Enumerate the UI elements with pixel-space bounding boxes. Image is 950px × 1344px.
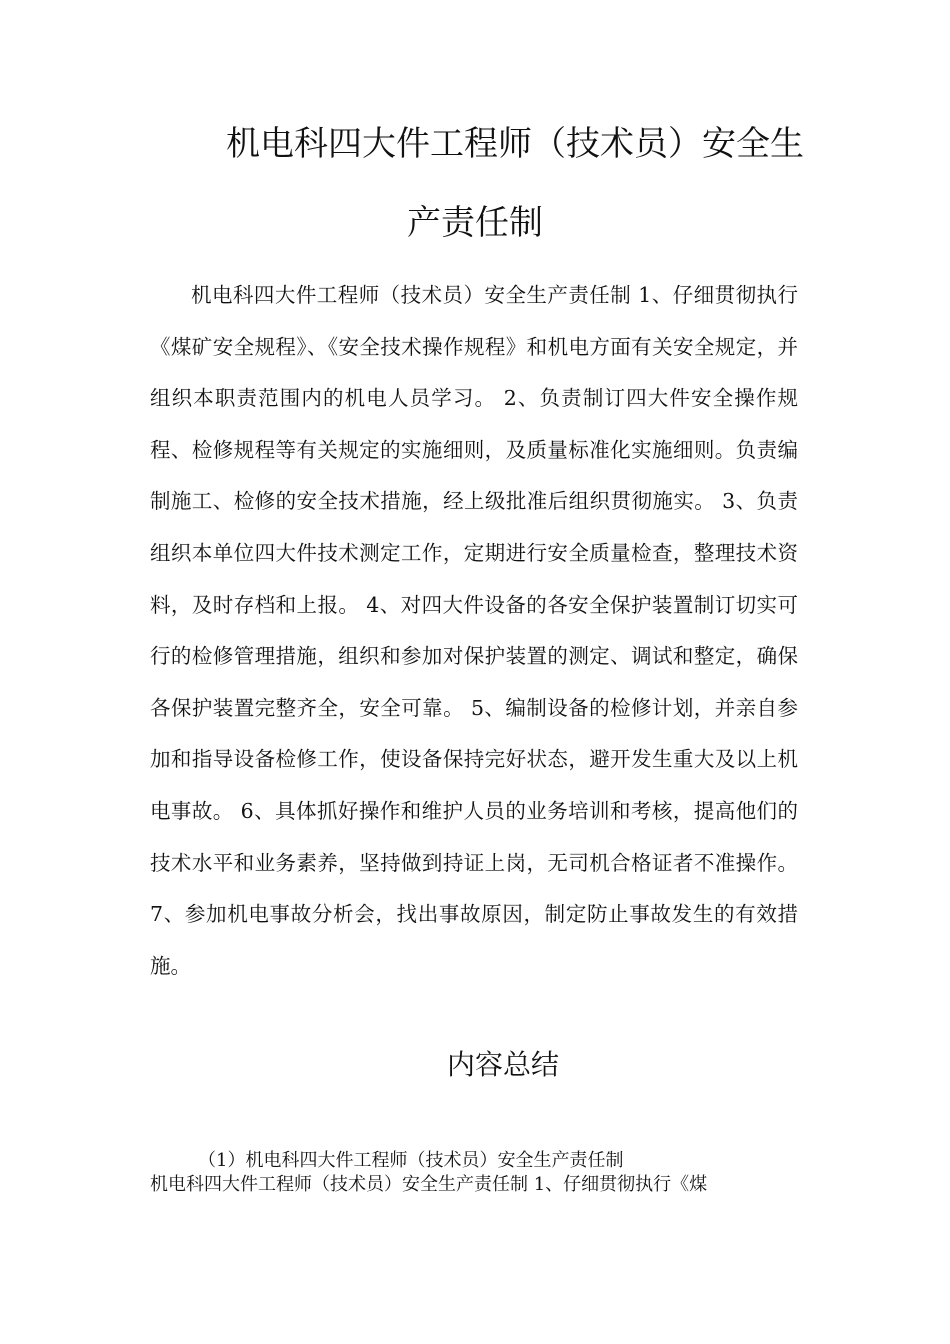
summary-heading: 内容总结 bbox=[447, 1048, 560, 1081]
document-title-line-1: 机电科四大件工程师（技术员）安全生 bbox=[226, 124, 804, 164]
summary-item-title: （1）机电科四大件工程师（技术员）安全生产责任制 bbox=[198, 1150, 624, 1171]
summary-item-text: 机电科四大件工程师（技术员）安全生产责任制 1、仔细贯彻执行《煤 bbox=[150, 1174, 708, 1195]
document-title-line-2: 产责任制 bbox=[407, 203, 543, 243]
document-body-paragraph: 机电科四大件工程师（技术员）安全生产责任制 1、仔细贯彻执行《煤矿安全规程》、《安全技术操作规程》和机电方面有关安全规定，并组织本职责范围内的机电人员学习。 2、负责制订四大件安全操作规程、检修规程等有关规定的实施细则，及质量标准化实施细则。负责编制施工、检修的安全技术措施，经上级批准后组织贯彻施实。 3、负责组织本单位四大件技术测定工作，定期进行安全质量检查，整理技术资料，及时存档和上报。 4、对四大件设备的各安全保护装置制订切实可行的检修管理措施，组织和参加对保护装置的测定、调试和整定，确保各保护装置完整齐全，安全可靠。 5、编制设备的检修计划，并亲自参加和指导设备检修工作，使设备保持完好状态，避开发生重大及以上机电事故。 6、具体抓好操作和维护人员的业务培训和考核，提高他们的技术水平和业务素养，坚持做到持证上岗，无司机合格证者不准操作。 7、参加机电事故分析会，找出事故原因，制定防止事故发生的有效措施。 bbox=[150, 283, 798, 978]
